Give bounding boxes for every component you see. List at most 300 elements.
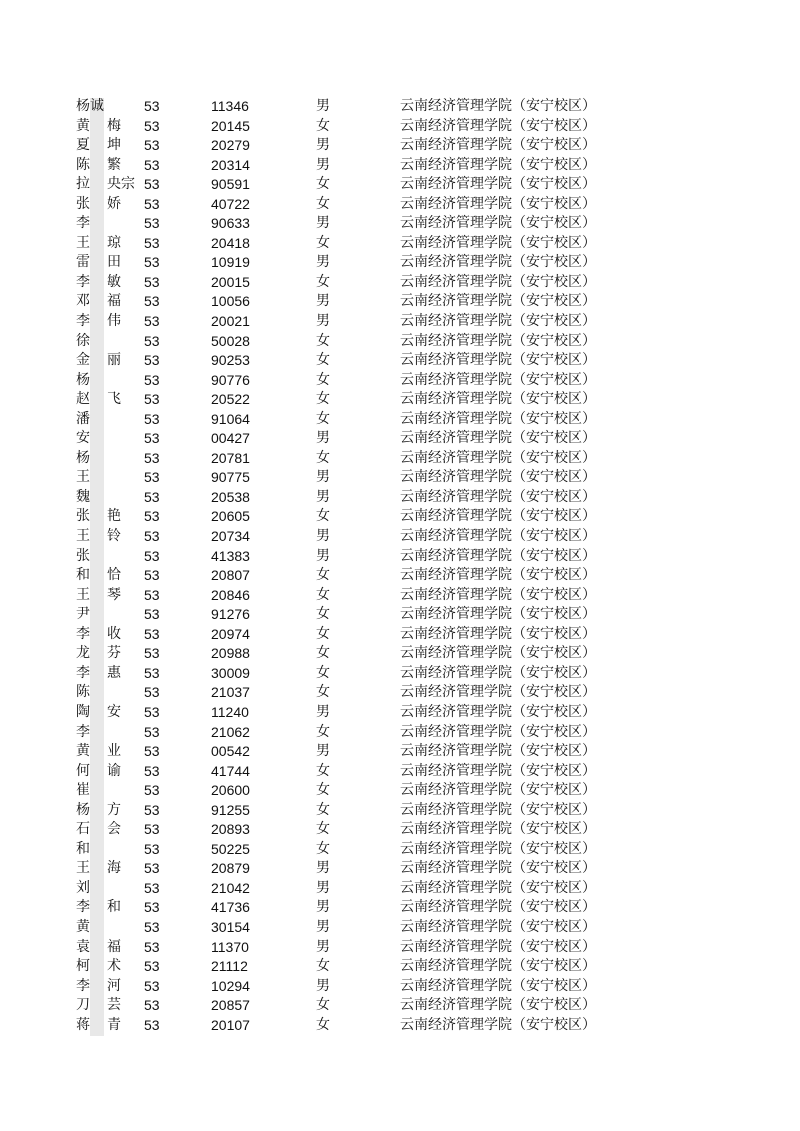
table-row [0, 410, 800, 430]
table-row [0, 683, 800, 703]
table-row [0, 664, 800, 684]
surname-cell: 张 [76, 508, 90, 525]
province-code-cell: 53 [144, 918, 160, 935]
student-number-cell: 90591 [211, 176, 250, 193]
table-row [0, 136, 800, 156]
student-number-cell: 20314 [211, 156, 250, 173]
student-number-cell: 41744 [211, 762, 250, 779]
school-cell: 云南经济管理学院（安宁校区） [400, 449, 596, 466]
given-name-cell: 铃 [107, 528, 121, 545]
gender-cell: 女 [316, 958, 330, 975]
province-code-cell: 53 [144, 215, 160, 232]
school-cell: 云南经济管理学院（安宁校区） [400, 195, 596, 212]
table-row [0, 195, 800, 215]
school-cell: 云南经济管理学院（安宁校区） [400, 547, 596, 564]
surname-cell: 何 [76, 762, 90, 779]
given-name-cell: 飞 [107, 391, 121, 408]
gender-cell: 女 [316, 684, 330, 701]
province-code-cell: 53 [144, 273, 160, 290]
given-name-cell: 伟 [107, 313, 121, 330]
given-name-cell: 会 [107, 821, 121, 838]
student-number-cell: 20857 [211, 997, 250, 1014]
student-number-cell: 10919 [211, 254, 250, 271]
surname-cell: 杨 [76, 801, 90, 818]
surname-cell: 杨 [76, 371, 90, 388]
surname-cell: 崔 [76, 782, 90, 799]
surname-cell: 李 [76, 664, 90, 681]
table-row [0, 938, 800, 958]
surname-cell: 潘 [76, 410, 90, 427]
gender-cell: 女 [316, 840, 330, 857]
table-row [0, 547, 800, 567]
surname-cell: 李 [76, 977, 90, 994]
student-number-cell: 21042 [211, 879, 250, 896]
school-cell: 云南经济管理学院（安宁校区） [400, 977, 596, 994]
province-code-cell: 53 [144, 645, 160, 662]
surname-cell: 陈 [76, 684, 90, 701]
gender-cell: 女 [316, 606, 330, 623]
province-code-cell: 53 [144, 860, 160, 877]
province-code-cell: 53 [144, 234, 160, 251]
surname-cell: 龙 [76, 645, 90, 662]
surname-cell: 赵 [76, 391, 90, 408]
table-row [0, 1016, 800, 1036]
table-row [0, 214, 800, 234]
table-row [0, 488, 800, 508]
student-number-cell: 20522 [211, 391, 250, 408]
province-code-cell: 53 [144, 762, 160, 779]
student-number-cell: 20974 [211, 625, 250, 642]
surname-cell: 张 [76, 547, 90, 564]
surname-cell: 刀 [76, 997, 90, 1014]
student-number-cell: 20605 [211, 508, 250, 525]
table-row [0, 840, 800, 860]
surname-cell: 陶 [76, 703, 90, 720]
table-row [0, 742, 800, 762]
surname-cell: 夏 [76, 137, 90, 154]
table-row [0, 234, 800, 254]
province-code-cell: 53 [144, 469, 160, 486]
gender-cell: 男 [316, 469, 330, 486]
given-name-cell: 央宗 [107, 176, 135, 193]
province-code-cell: 53 [144, 625, 160, 642]
table-row [0, 918, 800, 938]
school-cell: 云南经济管理学院（安宁校区） [400, 606, 596, 623]
surname-cell: 李 [76, 215, 90, 232]
province-code-cell: 53 [144, 879, 160, 896]
school-cell: 云南经济管理学院（安宁校区） [400, 352, 596, 369]
province-code-cell: 53 [144, 488, 160, 505]
student-number-cell: 20145 [211, 117, 250, 134]
table-row [0, 390, 800, 410]
province-code-cell: 53 [144, 508, 160, 525]
school-cell: 云南经济管理学院（安宁校区） [400, 664, 596, 681]
gender-cell: 男 [316, 918, 330, 935]
gender-cell: 男 [316, 860, 330, 877]
province-code-cell: 53 [144, 723, 160, 740]
surname-cell: 蒋 [76, 1016, 90, 1033]
student-number-cell: 20988 [211, 645, 250, 662]
table-row [0, 703, 800, 723]
student-number-cell: 21112 [211, 958, 248, 975]
school-cell: 云南经济管理学院（安宁校区） [400, 840, 596, 857]
table-row [0, 507, 800, 527]
given-name-cell: 术 [107, 958, 121, 975]
full-name-cell: 杨诚 [76, 98, 104, 114]
gender-cell: 女 [316, 762, 330, 779]
school-cell: 云南经济管理学院（安宁校区） [400, 313, 596, 330]
province-code-cell: 53 [144, 997, 160, 1014]
student-number-cell: 11346 [211, 98, 249, 114]
school-cell: 云南经济管理学院（安宁校区） [400, 488, 596, 505]
student-number-cell: 90776 [211, 371, 250, 388]
student-number-cell: 21062 [211, 723, 250, 740]
gender-cell: 男 [316, 977, 330, 994]
school-cell: 云南经济管理学院（安宁校区） [400, 273, 596, 290]
student-number-cell: 20734 [211, 528, 250, 545]
province-code-cell: 53 [144, 743, 160, 760]
province-code-cell: 53 [144, 332, 160, 349]
gender-cell: 男 [316, 156, 330, 173]
table-row [0, 566, 800, 586]
gender-cell: 男 [316, 879, 330, 896]
student-number-cell: 50028 [211, 332, 250, 349]
surname-cell: 王 [76, 860, 90, 877]
province-code-cell: 53 [144, 606, 160, 623]
school-cell: 云南经济管理学院（安宁校区） [400, 137, 596, 154]
province-code-cell: 53 [144, 801, 160, 818]
student-number-cell: 91255 [211, 801, 250, 818]
school-cell: 云南经济管理学院（安宁校区） [400, 469, 596, 486]
province-code-cell: 53 [144, 938, 160, 955]
gender-cell: 男 [316, 430, 330, 447]
table-row [0, 527, 800, 547]
school-cell: 云南经济管理学院（安宁校区） [400, 703, 596, 720]
given-name-cell: 娇 [107, 195, 121, 212]
surname-cell: 陈 [76, 156, 90, 173]
school-cell: 云南经济管理学院（安宁校区） [400, 117, 596, 134]
gender-cell: 女 [316, 997, 330, 1014]
gender-cell: 女 [316, 821, 330, 838]
province-code-cell: 53 [144, 430, 160, 447]
gender-cell: 女 [316, 273, 330, 290]
school-cell: 云南经济管理学院（安宁校区） [400, 371, 596, 388]
surname-cell: 李 [76, 899, 90, 916]
surname-cell: 黄 [76, 743, 90, 760]
given-name-cell: 方 [107, 801, 121, 818]
gender-cell: 女 [316, 391, 330, 408]
school-cell: 云南经济管理学院（安宁校区） [400, 918, 596, 935]
school-cell: 云南经济管理学院（安宁校区） [400, 723, 596, 740]
surname-cell: 邓 [76, 293, 90, 310]
gender-cell: 男 [316, 899, 330, 916]
surname-cell: 刘 [76, 879, 90, 896]
student-number-cell: 00427 [211, 430, 250, 447]
province-code-cell: 53 [144, 958, 160, 975]
province-code-cell: 53 [144, 703, 160, 720]
province-code-cell: 53 [144, 156, 160, 173]
gender-cell: 男 [316, 703, 330, 720]
school-cell: 云南经济管理学院（安宁校区） [400, 98, 596, 114]
gender-cell: 女 [316, 723, 330, 740]
given-name-cell: 收 [107, 625, 121, 642]
table-row [0, 429, 800, 449]
surname-cell: 金 [76, 352, 90, 369]
surname-cell: 王 [76, 469, 90, 486]
given-name-cell: 福 [107, 938, 121, 955]
student-number-cell: 50225 [211, 840, 250, 857]
province-code-cell: 53 [144, 528, 160, 545]
province-code-cell: 53 [144, 899, 160, 916]
table-row [0, 117, 800, 137]
gender-cell: 男 [316, 98, 330, 114]
school-cell: 云南经济管理学院（安宁校区） [400, 234, 596, 251]
gender-cell: 女 [316, 645, 330, 662]
student-number-cell: 20600 [211, 782, 250, 799]
given-name-cell: 艳 [107, 508, 121, 525]
table-row [0, 312, 800, 332]
student-number-cell: 91276 [211, 606, 250, 623]
student-number-cell: 20418 [211, 234, 250, 251]
given-name-cell: 繁 [107, 156, 121, 173]
surname-cell: 李 [76, 723, 90, 740]
gender-cell: 男 [316, 938, 330, 955]
given-name-cell: 惠 [107, 664, 121, 681]
gender-cell: 女 [316, 586, 330, 603]
student-number-cell: 20846 [211, 586, 250, 603]
school-cell: 云南经济管理学院（安宁校区） [400, 391, 596, 408]
given-name-cell: 河 [107, 977, 121, 994]
student-number-cell: 11370 [211, 938, 249, 955]
gender-cell: 男 [316, 743, 330, 760]
gender-cell: 女 [316, 234, 330, 251]
student-number-cell: 20279 [211, 137, 250, 154]
province-code-cell: 53 [144, 821, 160, 838]
student-number-cell: 20879 [211, 860, 250, 877]
surname-cell: 黄 [76, 117, 90, 134]
school-cell: 云南经济管理学院（安宁校区） [400, 645, 596, 662]
surname-cell: 王 [76, 234, 90, 251]
province-code-cell: 53 [144, 1016, 160, 1033]
given-name-cell: 海 [107, 860, 121, 877]
school-cell: 云南经济管理学院（安宁校区） [400, 625, 596, 642]
gender-cell: 男 [316, 215, 330, 232]
table-row [0, 898, 800, 918]
gender-cell: 女 [316, 176, 330, 193]
province-code-cell: 53 [144, 137, 160, 154]
school-cell: 云南经济管理学院（安宁校区） [400, 528, 596, 545]
surname-cell: 徐 [76, 332, 90, 349]
province-code-cell: 53 [144, 117, 160, 134]
student-number-cell: 20015 [211, 273, 250, 290]
table-row [0, 781, 800, 801]
surname-cell: 安 [76, 430, 90, 447]
gender-cell: 女 [316, 508, 330, 525]
school-cell: 云南经济管理学院（安宁校区） [400, 899, 596, 916]
student-number-cell: 30154 [211, 918, 250, 935]
student-number-cell: 21037 [211, 684, 250, 701]
school-cell: 云南经济管理学院（安宁校区） [400, 254, 596, 271]
student-number-cell: 30009 [211, 664, 250, 681]
student-number-cell: 20107 [211, 1016, 250, 1033]
surname-cell: 和 [76, 567, 90, 584]
province-code-cell: 53 [144, 254, 160, 271]
given-name-cell: 恰 [107, 567, 121, 584]
gender-cell: 男 [316, 137, 330, 154]
province-code-cell: 53 [144, 371, 160, 388]
student-number-cell: 90775 [211, 469, 250, 486]
gender-cell: 男 [316, 313, 330, 330]
surname-cell: 尹 [76, 606, 90, 623]
school-cell: 云南经济管理学院（安宁校区） [400, 938, 596, 955]
table-row [0, 449, 800, 469]
gender-cell: 女 [316, 410, 330, 427]
gender-cell: 女 [316, 352, 330, 369]
student-number-cell: 90633 [211, 215, 250, 232]
school-cell: 云南经济管理学院（安宁校区） [400, 410, 596, 427]
table-row [0, 723, 800, 743]
province-code-cell: 53 [144, 586, 160, 603]
school-cell: 云南经济管理学院（安宁校区） [400, 997, 596, 1014]
table-row [0, 351, 800, 371]
table-row [0, 859, 800, 879]
surname-cell: 袁 [76, 938, 90, 955]
student-number-cell: 90253 [211, 352, 250, 369]
province-code-cell: 53 [144, 410, 160, 427]
gender-cell: 女 [316, 1016, 330, 1033]
given-name-cell: 芸 [107, 997, 121, 1014]
table-row [0, 801, 800, 821]
school-cell: 云南经济管理学院（安宁校区） [400, 879, 596, 896]
gender-cell: 男 [316, 254, 330, 271]
given-name-cell: 和 [107, 899, 121, 916]
province-code-cell: 53 [144, 98, 160, 114]
given-name-cell: 琼 [107, 234, 121, 251]
surname-cell: 王 [76, 586, 90, 603]
school-cell: 云南经济管理学院（安宁校区） [400, 821, 596, 838]
given-name-cell: 芬 [107, 645, 121, 662]
gender-cell: 女 [316, 332, 330, 349]
province-code-cell: 53 [144, 782, 160, 799]
given-name-cell: 敏 [107, 273, 121, 290]
student-number-cell: 41383 [211, 547, 250, 564]
table-row [0, 820, 800, 840]
table-row [0, 371, 800, 391]
table-row [0, 253, 800, 273]
surname-cell: 石 [76, 821, 90, 838]
surname-cell: 张 [76, 195, 90, 212]
surname-cell: 拉 [76, 176, 90, 193]
student-number-cell: 20893 [211, 821, 250, 838]
table-row [0, 996, 800, 1016]
table-row [0, 586, 800, 606]
school-cell: 云南经济管理学院（安宁校区） [400, 508, 596, 525]
table-row [0, 156, 800, 176]
gender-cell: 女 [316, 625, 330, 642]
surname-cell: 和 [76, 840, 90, 857]
school-cell: 云南经济管理学院（安宁校区） [400, 293, 596, 310]
province-code-cell: 53 [144, 391, 160, 408]
given-name-cell: 福 [107, 293, 121, 310]
province-code-cell: 53 [144, 176, 160, 193]
table-row [0, 332, 800, 352]
school-cell: 云南经济管理学院（安宁校区） [400, 156, 596, 173]
school-cell: 云南经济管理学院（安宁校区） [400, 743, 596, 760]
province-code-cell: 53 [144, 352, 160, 369]
school-cell: 云南经济管理学院（安宁校区） [400, 215, 596, 232]
gender-cell: 女 [316, 371, 330, 388]
province-code-cell: 53 [144, 684, 160, 701]
student-number-cell: 10056 [211, 293, 250, 310]
school-cell: 云南经济管理学院（安宁校区） [400, 332, 596, 349]
school-cell: 云南经济管理学院（安宁校区） [400, 567, 596, 584]
given-name-cell: 田 [107, 254, 121, 271]
surname-cell: 李 [76, 273, 90, 290]
table-row [0, 957, 800, 977]
school-cell: 云南经济管理学院（安宁校区） [400, 958, 596, 975]
table-row [0, 273, 800, 293]
province-code-cell: 53 [144, 449, 160, 466]
province-code-cell: 53 [144, 664, 160, 681]
surname-cell: 王 [76, 528, 90, 545]
school-cell: 云南经济管理学院（安宁校区） [400, 782, 596, 799]
table-row [0, 977, 800, 997]
surname-cell: 李 [76, 625, 90, 642]
table-row [0, 605, 800, 625]
gender-cell: 女 [316, 782, 330, 799]
surname-cell: 李 [76, 313, 90, 330]
given-name-cell: 丽 [107, 352, 121, 369]
gender-cell: 女 [316, 801, 330, 818]
table-row [0, 644, 800, 664]
school-cell: 云南经济管理学院（安宁校区） [400, 586, 596, 603]
student-number-cell: 11240 [211, 703, 249, 720]
student-list-table [0, 97, 800, 1035]
table-row [0, 175, 800, 195]
given-name-cell: 谕 [107, 762, 121, 779]
school-cell: 云南经济管理学院（安宁校区） [400, 860, 596, 877]
given-name-cell: 业 [107, 743, 121, 760]
gender-cell: 男 [316, 547, 330, 564]
gender-cell: 女 [316, 664, 330, 681]
given-name-cell: 青 [107, 1016, 121, 1033]
province-code-cell: 53 [144, 313, 160, 330]
given-name-cell: 梅 [107, 117, 121, 134]
student-number-cell: 20807 [211, 567, 250, 584]
table-row [0, 762, 800, 782]
province-code-cell: 53 [144, 547, 160, 564]
school-cell: 云南经济管理学院（安宁校区） [400, 176, 596, 193]
gender-cell: 男 [316, 528, 330, 545]
school-cell: 云南经济管理学院（安宁校区） [400, 801, 596, 818]
gender-cell: 男 [316, 293, 330, 310]
given-name-cell: 安 [107, 703, 121, 720]
table-row [0, 468, 800, 488]
school-cell: 云南经济管理学院（安宁校区） [400, 762, 596, 779]
student-number-cell: 20021 [211, 313, 250, 330]
student-number-cell: 41736 [211, 899, 250, 916]
given-name-cell: 坤 [107, 137, 121, 154]
school-cell: 云南经济管理学院（安宁校区） [400, 684, 596, 701]
school-cell: 云南经济管理学院（安宁校区） [400, 1016, 596, 1033]
province-code-cell: 53 [144, 195, 160, 212]
table-row [0, 625, 800, 645]
student-number-cell: 20781 [211, 449, 250, 466]
gender-cell: 女 [316, 449, 330, 466]
province-code-cell: 53 [144, 567, 160, 584]
surname-cell: 雷 [76, 254, 90, 271]
gender-cell: 女 [316, 195, 330, 212]
